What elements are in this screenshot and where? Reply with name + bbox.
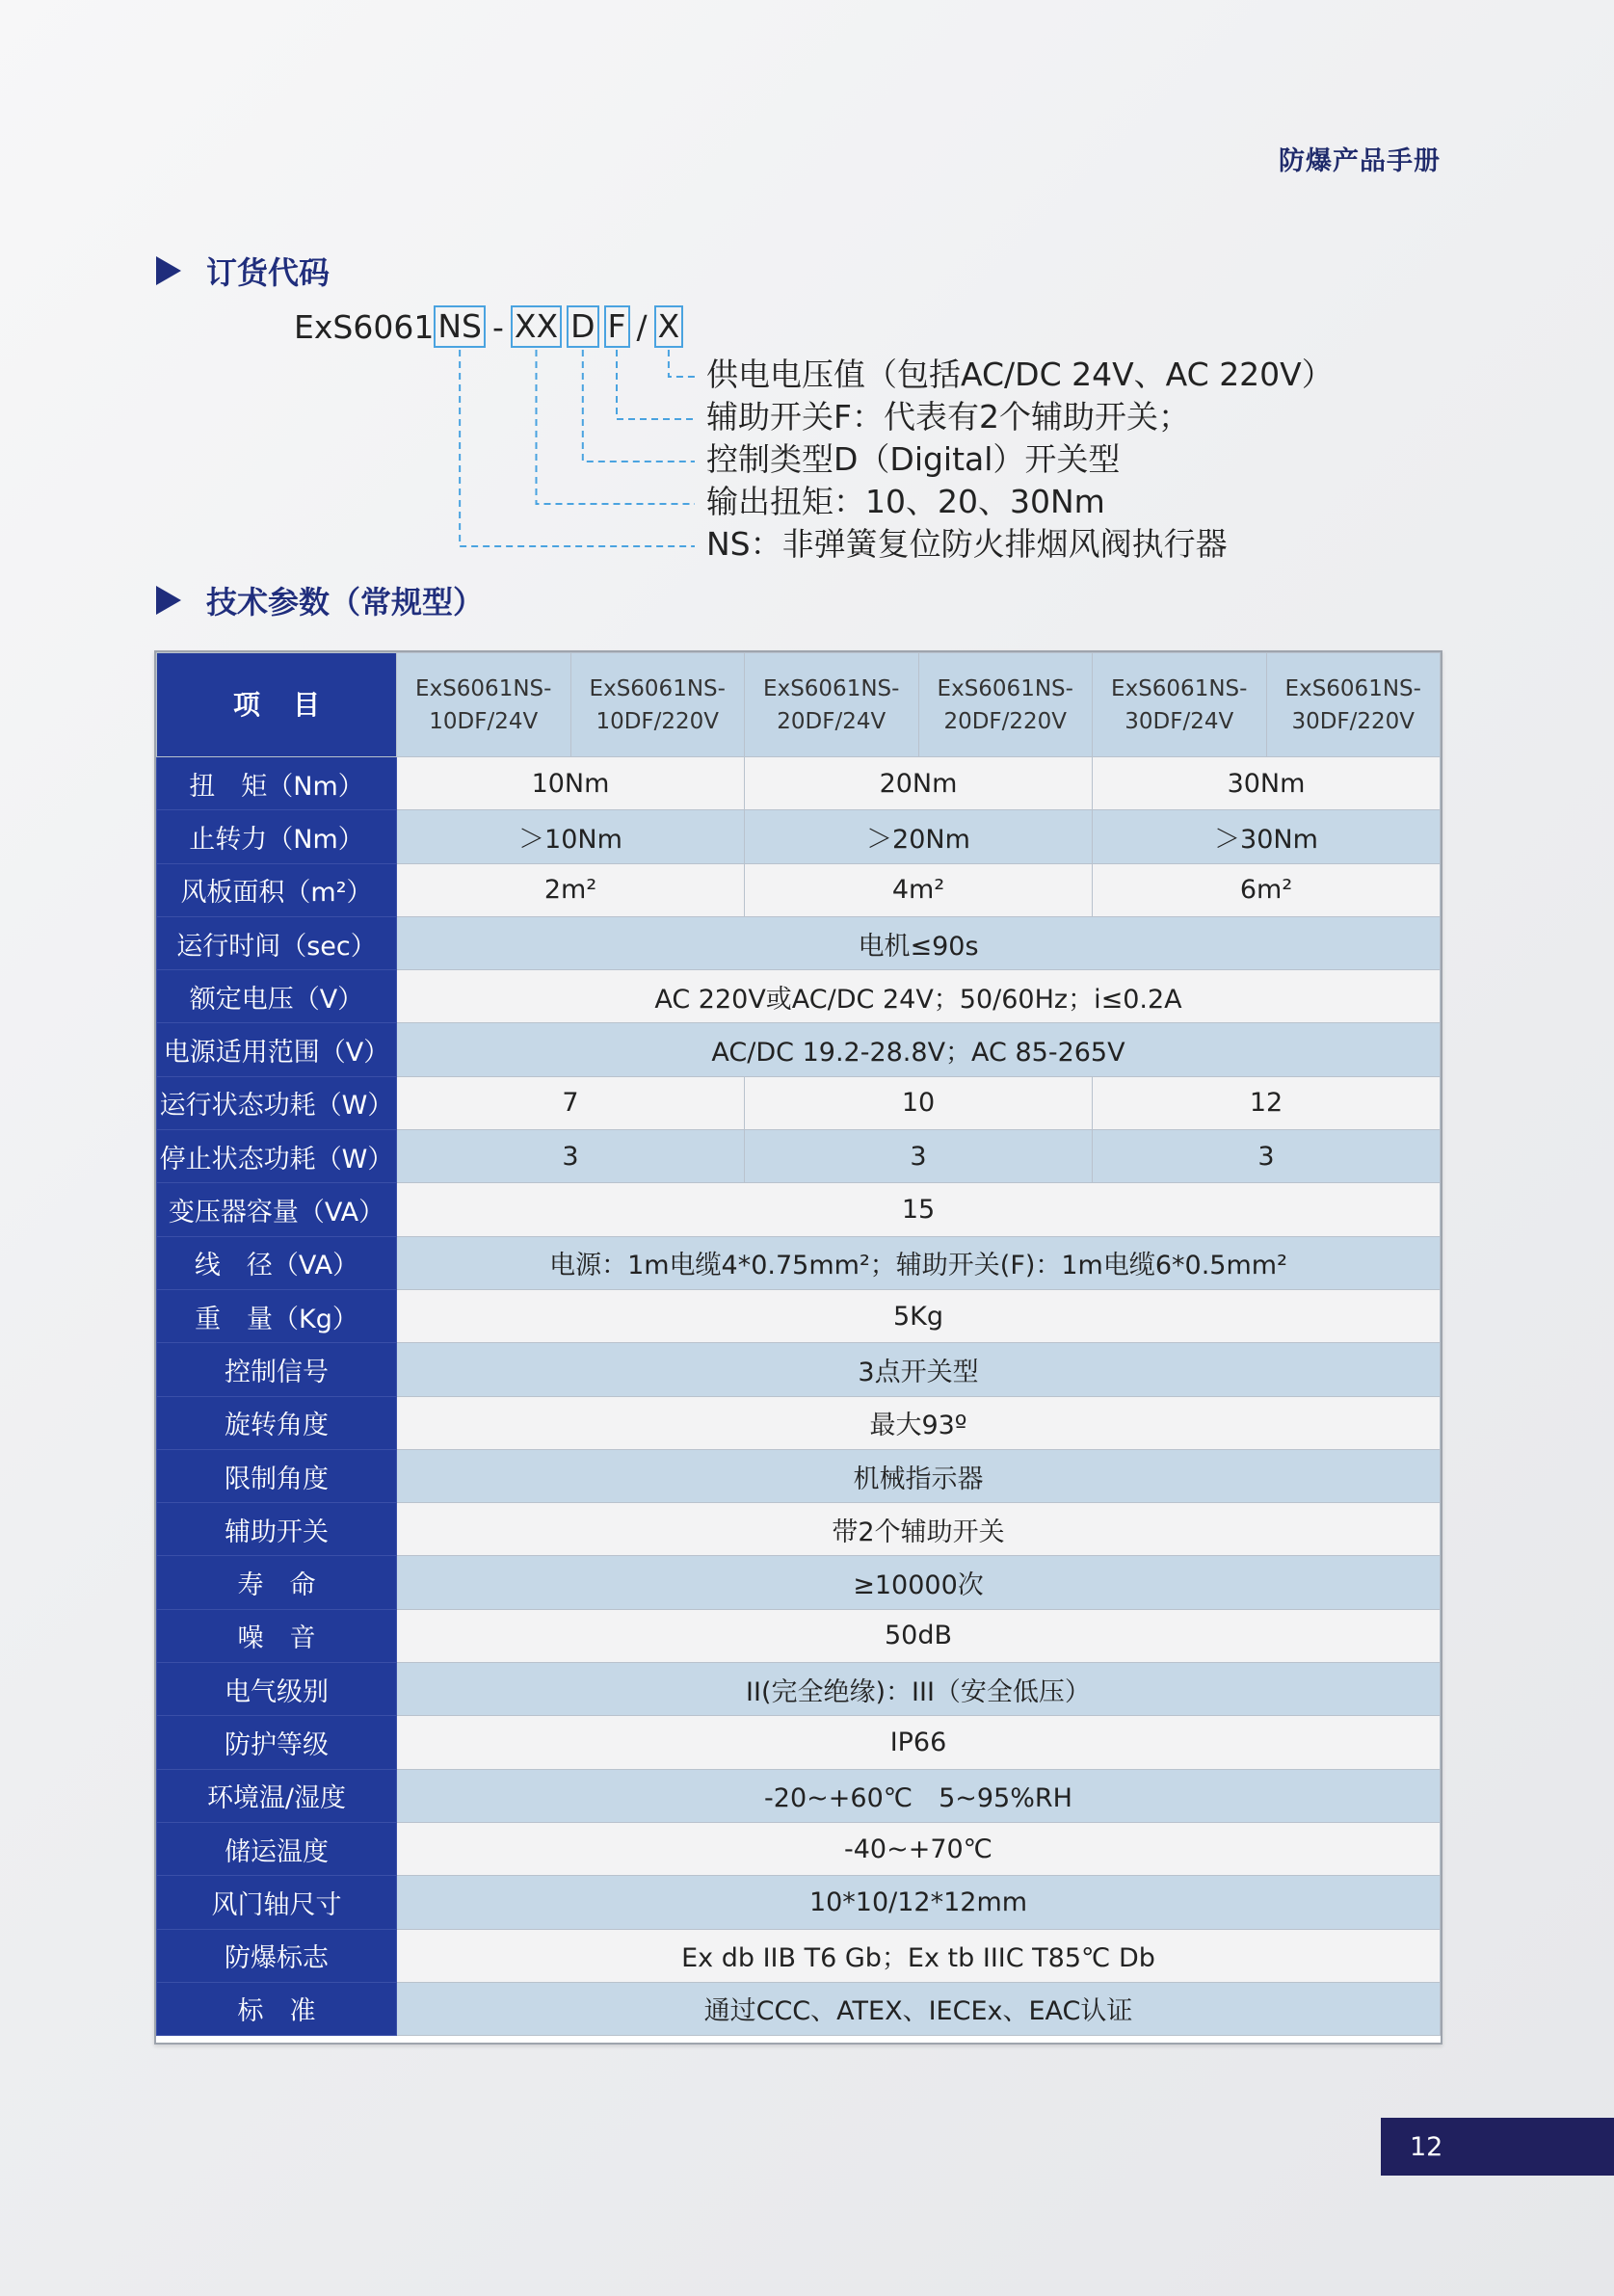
row-label: 运行状态功耗（W） bbox=[157, 1076, 397, 1129]
row-label: 防护等级 bbox=[157, 1716, 397, 1769]
row-value: 电源：1m电缆4*0.75mm²；辅助开关(F)：1m电缆6*0.5mm² bbox=[397, 1236, 1441, 1289]
code-prefix: ExS6061 bbox=[294, 307, 435, 346]
model-header-line: ExS6061NS- bbox=[763, 675, 900, 701]
table-row bbox=[157, 1076, 1441, 1129]
model-header bbox=[918, 653, 1093, 757]
order-code-diagram bbox=[294, 303, 1354, 573]
row-label: 防爆标志 bbox=[157, 1929, 397, 1982]
model-header-line: ExS6061NS- bbox=[937, 675, 1073, 701]
row-label: 重 量（Kg） bbox=[157, 1289, 397, 1342]
row-value: 通过CCC、ATEX、IECEx、EAC认证 bbox=[397, 1982, 1441, 2035]
row-value: 10Nm bbox=[397, 757, 745, 810]
row-value: 3 bbox=[397, 1130, 745, 1183]
row-value: ＞10Nm bbox=[397, 810, 745, 863]
model-header-line: ExS6061NS- bbox=[1111, 675, 1248, 701]
row-value: 最大93º bbox=[397, 1396, 1441, 1449]
table-row bbox=[157, 1609, 1441, 1662]
model-header-line: 20DF/24V bbox=[777, 708, 886, 734]
table-row bbox=[157, 1396, 1441, 1449]
manual-title: 防爆产品手册 bbox=[1279, 146, 1441, 176]
model-header bbox=[1093, 653, 1267, 757]
leader-line bbox=[460, 350, 695, 546]
row-value: -40~+70℃ bbox=[397, 1822, 1441, 1875]
row-value: AC 220V或AC/DC 24V；50/60Hz；i≤0.2A bbox=[397, 970, 1441, 1023]
model-header-line: ExS6061NS- bbox=[1284, 675, 1421, 701]
row-value: 电机≤90s bbox=[397, 916, 1441, 969]
code-slash: / bbox=[636, 307, 648, 346]
row-label: 扭 矩（Nm） bbox=[157, 757, 397, 810]
row-label: 止转力（Nm） bbox=[157, 810, 397, 863]
row-value: 4m² bbox=[745, 863, 1093, 916]
row-value: 2m² bbox=[397, 863, 745, 916]
row-label: 电源适用范围（V） bbox=[157, 1023, 397, 1076]
table-row bbox=[157, 1822, 1441, 1875]
row-label: 标 准 bbox=[157, 1982, 397, 2035]
code-part-control: D bbox=[567, 305, 598, 348]
triangle-bullet-icon bbox=[156, 256, 181, 285]
code-separator: - bbox=[491, 307, 504, 346]
row-value: II(完全绝缘)：III（安全低压） bbox=[397, 1663, 1441, 1716]
model-header-line: 10DF/24V bbox=[429, 708, 539, 734]
leader-line bbox=[536, 350, 695, 504]
row-value: -20~+60℃ 5~95%RH bbox=[397, 1769, 1441, 1822]
table-row bbox=[157, 1343, 1441, 1396]
row-value: ＞20Nm bbox=[745, 810, 1093, 863]
code-part-aux: F bbox=[604, 305, 630, 348]
row-label: 辅助开关 bbox=[157, 1503, 397, 1556]
table-row bbox=[157, 916, 1441, 969]
model-header-line: 20DF/220V bbox=[943, 708, 1068, 734]
row-value: 10*10/12*12mm bbox=[397, 1876, 1441, 1929]
row-label: 电气级别 bbox=[157, 1663, 397, 1716]
leader-line bbox=[617, 350, 695, 419]
leader-line bbox=[669, 350, 695, 377]
tech-params-heading bbox=[156, 578, 484, 622]
row-label: 风板面积（m²） bbox=[157, 863, 397, 916]
page-number: 12 bbox=[1410, 2131, 1443, 2162]
table-row bbox=[157, 757, 1441, 810]
model-header bbox=[397, 653, 571, 757]
table-row bbox=[157, 1130, 1441, 1183]
row-value: ≥10000次 bbox=[397, 1556, 1441, 1609]
row-value: 5Kg bbox=[397, 1289, 1441, 1342]
table-row bbox=[157, 1503, 1441, 1556]
row-label: 限制角度 bbox=[157, 1449, 397, 1502]
model-header-line: 10DF/220V bbox=[595, 708, 720, 734]
table-row bbox=[157, 1556, 1441, 1609]
row-value: 20Nm bbox=[745, 757, 1093, 810]
legend-voltage: 供电电压值（包括AC/DC 24V、AC 220V） bbox=[706, 356, 1334, 393]
spec-table bbox=[154, 650, 1442, 2045]
table-row bbox=[157, 1183, 1441, 1236]
row-value: ＞30Nm bbox=[1093, 810, 1441, 863]
leader-line bbox=[583, 350, 695, 462]
row-label: 旋转角度 bbox=[157, 1396, 397, 1449]
row-label: 噪 音 bbox=[157, 1609, 397, 1662]
row-value: 6m² bbox=[1093, 863, 1441, 916]
table-row bbox=[157, 810, 1441, 863]
row-value: IP66 bbox=[397, 1716, 1441, 1769]
row-label: 寿 命 bbox=[157, 1556, 397, 1609]
row-value: 3点开关型 bbox=[397, 1343, 1441, 1396]
table-row bbox=[157, 1663, 1441, 1716]
model-header-line: ExS6061NS- bbox=[589, 675, 726, 701]
table-row bbox=[157, 1236, 1441, 1289]
row-value: 50dB bbox=[397, 1609, 1441, 1662]
row-value: 10 bbox=[745, 1076, 1093, 1129]
code-part-voltage: X bbox=[654, 305, 684, 348]
model-header bbox=[570, 653, 745, 757]
row-value: 3 bbox=[1093, 1130, 1441, 1183]
table-row bbox=[157, 1289, 1441, 1342]
model-header bbox=[745, 653, 919, 757]
row-label: 运行时间（sec） bbox=[157, 916, 397, 969]
row-value: 12 bbox=[1093, 1076, 1441, 1129]
row-label: 储运温度 bbox=[157, 1822, 397, 1875]
table-row bbox=[157, 1449, 1441, 1502]
row-label: 额定电压（V） bbox=[157, 970, 397, 1023]
table-row bbox=[157, 1982, 1441, 2035]
row-value: 7 bbox=[397, 1076, 745, 1129]
triangle-bullet-icon bbox=[156, 586, 181, 615]
model-header bbox=[1266, 653, 1441, 757]
code-part-ns: NS bbox=[434, 305, 486, 348]
row-value: 带2个辅助开关 bbox=[397, 1503, 1441, 1556]
model-header-line: ExS6061NS- bbox=[415, 675, 552, 701]
row-label: 环境温/湿度 bbox=[157, 1769, 397, 1822]
row-label: 变压器容量（VA） bbox=[157, 1183, 397, 1236]
legend-torque: 输出扭矩：10、20、30Nm bbox=[706, 483, 1105, 520]
table-row bbox=[157, 970, 1441, 1023]
table-row bbox=[157, 1876, 1441, 1929]
row-value: Ex db IIB T6 Gb；Ex tb IIIC T85℃ Db bbox=[397, 1929, 1441, 1982]
tech-params-heading-text: 技术参数（常规型） bbox=[206, 584, 485, 620]
model-header-line: 30DF/220V bbox=[1291, 708, 1416, 734]
code-part-torque: XX bbox=[511, 305, 562, 348]
row-value: AC/DC 19.2-28.8V；AC 85-265V bbox=[397, 1023, 1441, 1076]
model-header-line: 30DF/24V bbox=[1125, 708, 1234, 734]
order-code-heading-text: 订货代码 bbox=[206, 254, 331, 291]
table-row bbox=[157, 1716, 1441, 1769]
row-value: 机械指示器 bbox=[397, 1449, 1441, 1502]
order-code-heading bbox=[156, 249, 330, 293]
page-number-badge bbox=[1381, 2118, 1614, 2176]
table-row bbox=[157, 1929, 1441, 1982]
legend-control-type: 控制类型D（Digital）开关型 bbox=[706, 440, 1121, 478]
item-header: 项目 bbox=[157, 653, 397, 757]
row-value: 15 bbox=[397, 1183, 1441, 1236]
table-row bbox=[157, 1023, 1441, 1076]
legend-ns: NS：非弹簧复位防火排烟风阀执行器 bbox=[706, 525, 1228, 563]
row-value: 30Nm bbox=[1093, 757, 1441, 810]
row-label: 线 径（VA） bbox=[157, 1236, 397, 1289]
table-row bbox=[157, 1769, 1441, 1822]
row-label: 控制信号 bbox=[157, 1343, 397, 1396]
table-row bbox=[157, 863, 1441, 916]
legend-aux-switch: 辅助开关F：代表有2个辅助开关； bbox=[706, 398, 1190, 435]
row-label: 停止状态功耗（W） bbox=[157, 1130, 397, 1183]
row-value: 3 bbox=[745, 1130, 1093, 1183]
row-label: 风门轴尺寸 bbox=[157, 1876, 397, 1929]
